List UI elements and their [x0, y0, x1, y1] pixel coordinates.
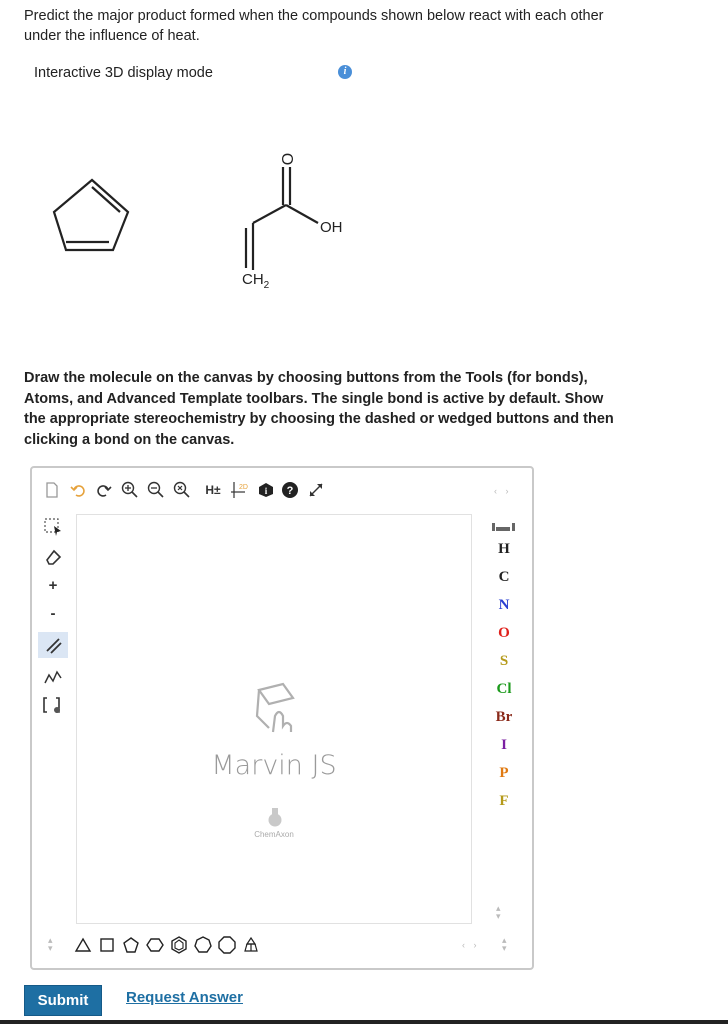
- structure-info-icon[interactable]: [256, 480, 276, 500]
- tools-toolbar: [32, 514, 76, 934]
- atom-o-button[interactable]: O: [498, 625, 510, 641]
- atom-c-button[interactable]: C: [498, 569, 510, 585]
- drawing-canvas[interactable]: [76, 514, 472, 924]
- help-icon[interactable]: [280, 480, 300, 500]
- question-line-1: Predict the major product formed when the compounds shown below react with each other: [24, 8, 604, 24]
- clean-2d-icon[interactable]: [230, 480, 250, 500]
- instructions-line-2: Atoms, and Advanced Template toolbars. The single bond is active by default. Show: [24, 390, 604, 407]
- new-document-icon[interactable]: [42, 480, 62, 500]
- templates-right-scroll[interactable]: ▴ ▾: [502, 935, 507, 953]
- eraser-tool-icon[interactable]: [38, 544, 68, 570]
- acrylic-acid-structure: [246, 167, 318, 270]
- hydrogen-toggle-button[interactable]: H±: [205, 483, 221, 497]
- instructions-line-3: the appropriate stereochemistry by choosing the dashed or wedged buttons and then: [24, 411, 614, 427]
- question-text: [24, 6, 714, 46]
- atom-i-button[interactable]: I: [501, 737, 507, 753]
- atoms-toolbar: [484, 514, 524, 934]
- sgroup-bracket-icon[interactable]: [38, 692, 68, 718]
- charge-minus-button[interactable]: -: [50, 604, 56, 622]
- instructions-line-4: clicking a bond on the canvas.: [24, 431, 235, 448]
- atom-f-button[interactable]: F: [499, 793, 509, 809]
- atom-p-button[interactable]: P: [499, 765, 509, 781]
- benzene-template-icon[interactable]: [168, 934, 190, 956]
- page-bottom-bar: [0, 1020, 728, 1024]
- display-mode-label[interactable]: Interactive 3D display mode: [34, 65, 213, 81]
- ch2-label-subscript: 2: [263, 280, 270, 291]
- chain-tool-icon[interactable]: [38, 664, 68, 690]
- marvin-title: Marvin JS: [211, 750, 337, 781]
- marvin-logo-icon: [249, 680, 301, 738]
- drawing-instructions: [24, 368, 724, 450]
- atom-cl-button[interactable]: Cl: [496, 681, 512, 697]
- cyclopentadiene-structure: [54, 180, 128, 250]
- chemaxon-label: ChemAxon: [254, 830, 294, 839]
- svg-text:i: i: [264, 486, 268, 496]
- atoms-toolbar-scroll[interactable]: ▴ ▾: [496, 903, 501, 921]
- ch2-label: [242, 271, 270, 291]
- top-toolbar-scroll[interactable]: ‹ ›: [494, 486, 512, 496]
- clean-2d-label: 2D: [239, 484, 248, 491]
- info-icon[interactable]: i: [338, 65, 352, 79]
- marvin-editor: [30, 466, 534, 970]
- zoom-out-icon[interactable]: [146, 480, 166, 500]
- cyclobutane-template-icon[interactable]: [96, 934, 118, 956]
- chemaxon-logo-icon: [266, 807, 284, 827]
- templates-scroll[interactable]: ‹ ›: [462, 940, 480, 950]
- atom-n-button[interactable]: N: [498, 597, 510, 613]
- hydroxyl-label: OH: [320, 219, 343, 236]
- ch2-label-main: CH: [242, 271, 264, 288]
- top-toolbar: [32, 468, 532, 514]
- submit-button[interactable]: Submit: [24, 985, 102, 1016]
- question-line-2: under the influence of heat.: [24, 28, 200, 44]
- single-bond-tool-icon[interactable]: [38, 632, 68, 658]
- selection-tool-icon[interactable]: [38, 514, 68, 540]
- atom-s-button[interactable]: S: [499, 653, 509, 669]
- request-answer-link[interactable]: Request Answer: [126, 989, 243, 1006]
- template-library-icon[interactable]: [240, 934, 262, 956]
- atom-br-button[interactable]: Br: [495, 709, 513, 725]
- oxygen-label: O: [280, 152, 297, 166]
- templates-toolbar: [32, 930, 532, 966]
- reactants-figure: [0, 140, 400, 310]
- zoom-in-icon[interactable]: [120, 480, 140, 500]
- cyclohexane-template-icon[interactable]: [144, 934, 166, 956]
- svg-text:?: ?: [286, 485, 294, 497]
- fullscreen-icon[interactable]: [306, 480, 326, 500]
- zoom-fit-icon[interactable]: [172, 480, 192, 500]
- cyclopentane-template-icon[interactable]: [120, 934, 142, 956]
- atom-h-button[interactable]: H: [498, 541, 510, 557]
- instructions-line-1: Draw the molecule on the canvas by choosing buttons from the Tools (for bonds),: [24, 370, 588, 386]
- charge-plus-button[interactable]: +: [48, 576, 58, 594]
- cyclooctane-template-icon[interactable]: [216, 934, 238, 956]
- undo-icon[interactable]: [68, 480, 88, 500]
- templates-left-scroll[interactable]: ▴ ▾: [48, 935, 53, 953]
- cycloheptane-template-icon[interactable]: [192, 934, 214, 956]
- redo-icon[interactable]: [94, 480, 114, 500]
- cyclopropane-template-icon[interactable]: [72, 934, 94, 956]
